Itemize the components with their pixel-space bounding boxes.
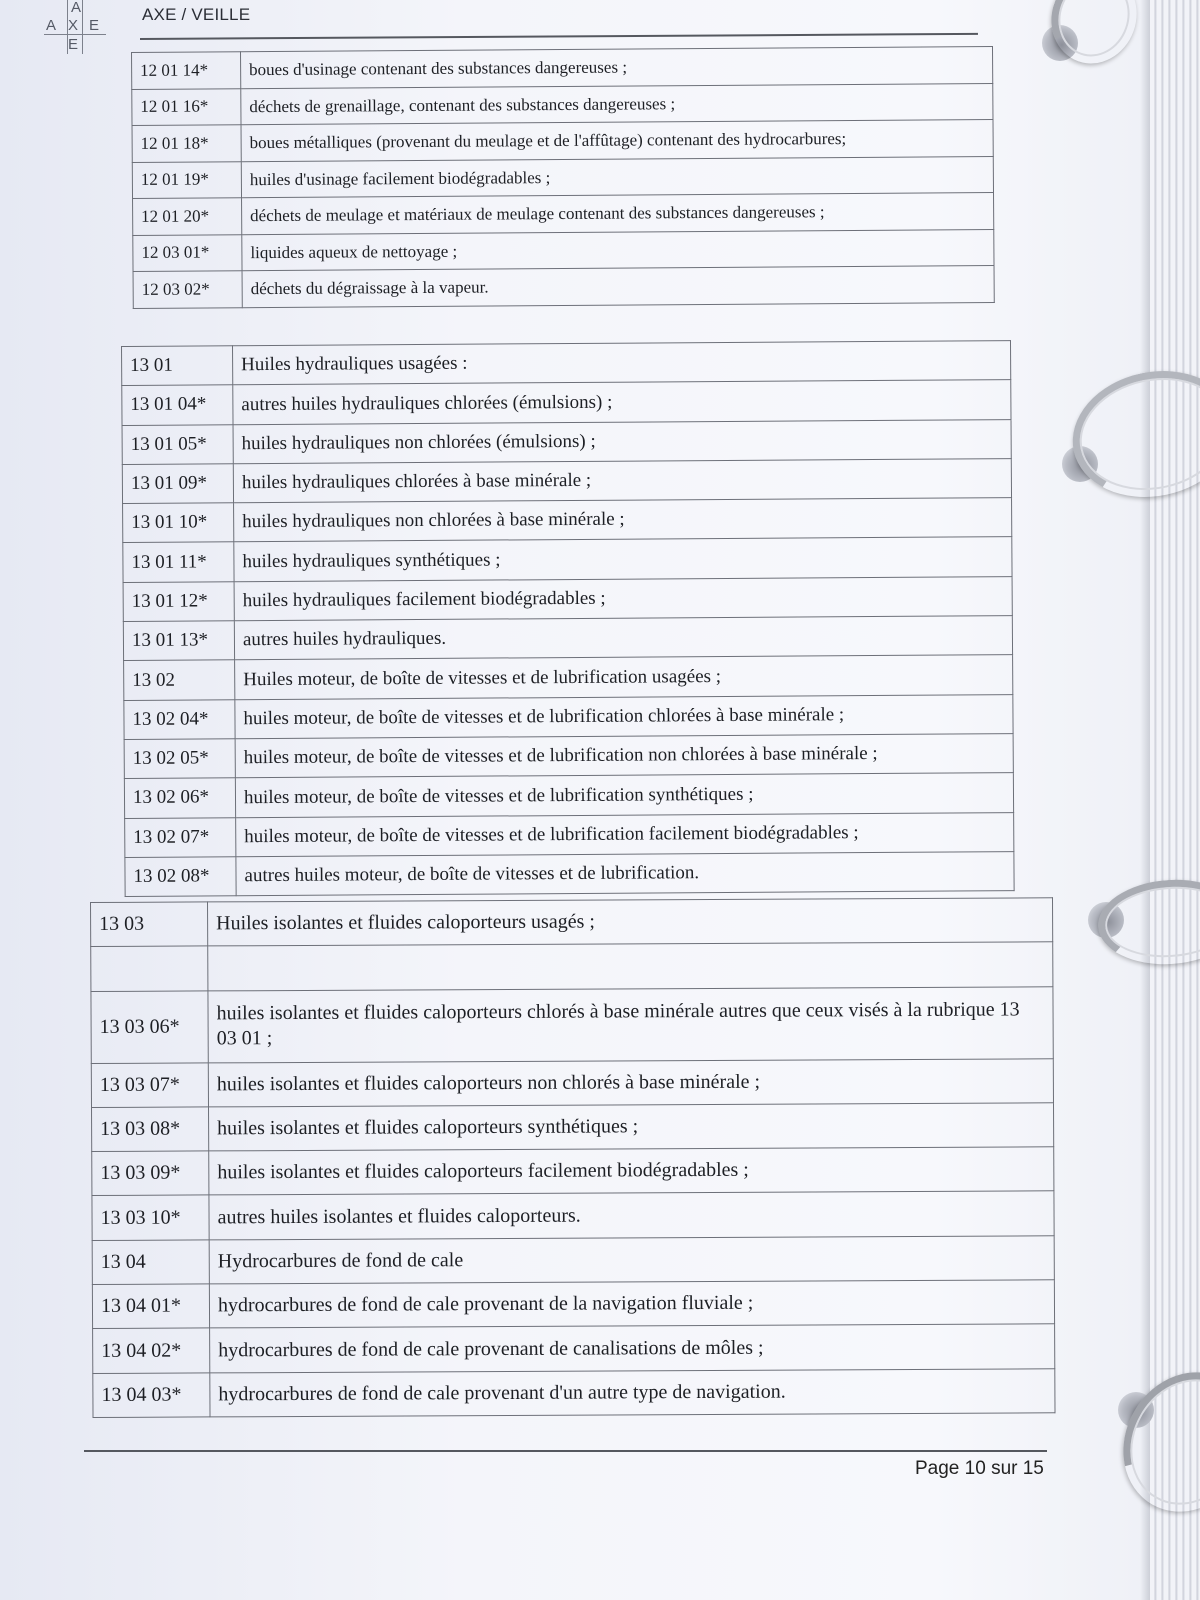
waste-description-cell: boues d'usinage contenant des substances dangereuses ; [241, 46, 993, 88]
table-row [93, 1368, 1055, 1417]
table-row [91, 898, 1053, 947]
page-number: Page 10 sur 15 [915, 1458, 1044, 1479]
table-row [132, 156, 993, 199]
table-row [123, 498, 1012, 543]
waste-code-cell: 13 01 11* [123, 542, 234, 582]
table-row [122, 458, 1011, 503]
table-row [123, 576, 1012, 621]
logo-letter-bottom: E [68, 36, 79, 53]
waste-code-cell: 12 01 14* [132, 52, 241, 89]
table-row [132, 83, 993, 126]
waste-code-cell: 13 04 [92, 1240, 209, 1285]
waste-code-cell: 13 01 04* [122, 385, 233, 425]
table-row [124, 773, 1013, 818]
waste-description-cell: huiles hydrauliques synthétiques ; [234, 537, 1012, 581]
waste-description-cell: huiles isolantes et fluides caloporteurs synthétiques ; [209, 1103, 1054, 1151]
waste-description-cell: huiles isolantes et fluides caloporteurs facilement biodégradables ; [209, 1147, 1054, 1195]
waste-code-cell: 12 01 18* [132, 125, 241, 162]
table-row [92, 1236, 1054, 1285]
waste-code-cell: 13 02 05* [124, 739, 235, 779]
waste-code-cell: 12 01 19* [132, 161, 241, 198]
waste-description-cell: hydrocarbures de fond de cale provenant d'un autre type de navigation. [210, 1368, 1055, 1416]
waste-code-cell: 13 03 09* [92, 1151, 209, 1196]
binder-page-stack [1150, 0, 1200, 1600]
waste-description-cell: liquides aqueux de nettoyage ; [242, 229, 994, 271]
table-row [124, 734, 1013, 779]
waste-description-cell: déchets de meulage et matériaux de meulage contenant des substances dangereuses ; [242, 192, 994, 234]
table-row [123, 537, 1012, 582]
table-row [133, 192, 994, 235]
logo-horizontal-line [44, 34, 106, 35]
waste-code-cell: 12 03 02* [133, 271, 242, 308]
header-title: AXE / VEILLE [142, 5, 251, 24]
waste-codes-table-13-01-02 [121, 340, 1015, 897]
table-row [92, 1103, 1054, 1152]
table-row [92, 1280, 1054, 1329]
waste-code-cell: 13 03 08* [92, 1107, 209, 1152]
waste-code-cell: 13 01 12* [123, 582, 234, 622]
waste-description-cell: huiles hydrauliques non chlorées (émulsions) ; [233, 419, 1011, 463]
table-row [93, 1324, 1055, 1373]
waste-description-cell: huiles d'usinage facilement biodégradables ; [241, 156, 993, 198]
waste-code-cell: 13 02 06* [124, 778, 235, 818]
table-row [125, 812, 1014, 857]
logo-letter-left: A [46, 17, 57, 34]
waste-description-cell: huiles moteur, de boîte de vitesses et de lubrification facilement biodégradables ; [236, 812, 1014, 856]
waste-code-cell: 13 03 [91, 902, 208, 947]
table-row [92, 1147, 1054, 1196]
waste-code-cell: 13 01 10* [123, 503, 234, 543]
waste-description-cell: autres huiles moteur, de boîte de vitesses et de lubrification. [236, 851, 1014, 895]
waste-description-cell: huiles hydrauliques non chlorées à base minérale ; [234, 498, 1012, 542]
waste-description-cell: huiles isolantes et fluides caloporteurs chlorés à base minérale autres que ceux visés à la rubrique 13 03 01 ; [208, 986, 1053, 1062]
waste-description-cell [208, 942, 1053, 990]
waste-description-cell: déchets de grenaillage, contenant des substances dangereuses ; [241, 83, 993, 125]
waste-code-cell: 12 01 20* [133, 198, 242, 235]
logo-letter-center: X [68, 17, 79, 34]
waste-code-cell [91, 946, 208, 991]
table-row [125, 851, 1014, 896]
waste-code-cell: 13 04 01* [92, 1284, 209, 1329]
waste-code-cell: 13 02 08* [125, 857, 236, 897]
waste-description-cell: autres huiles hydrauliques. [234, 616, 1012, 660]
waste-code-cell: 13 02 04* [124, 699, 235, 739]
table-row [133, 229, 994, 272]
waste-code-cell: 13 03 06* [91, 991, 208, 1064]
waste-description-cell: huiles hydrauliques chlorées à base minérale ; [233, 458, 1011, 502]
waste-description-cell: déchets du dégraissage à la vapeur. [242, 265, 994, 307]
waste-description-cell: huiles isolantes et fluides caloporteurs non chlorés à base minérale ; [208, 1058, 1053, 1106]
waste-description-cell: autres huiles hydrauliques chlorées (émulsions) ; [233, 380, 1011, 424]
waste-description-cell: Hydrocarbures de fond de cale [209, 1236, 1054, 1284]
logo-vertical-line-2 [82, 0, 83, 54]
waste-code-cell: 12 03 01* [133, 234, 242, 271]
waste-description-cell: huiles moteur, de boîte de vitesses et de lubrification synthétiques ; [235, 773, 1013, 817]
logo-letter-right: E [89, 17, 100, 34]
table-row [122, 341, 1011, 386]
table-row [122, 419, 1011, 464]
footer-rule [84, 1450, 1047, 1452]
waste-code-cell: 13 01 05* [122, 424, 233, 464]
waste-description-cell: huiles hydrauliques facilement biodégradables ; [234, 576, 1012, 620]
table-row [91, 942, 1053, 991]
waste-description-cell: huiles moteur, de boîte de vitesses et de lubrification non chlorées à base minérale ; [235, 734, 1013, 778]
waste-code-cell: 13 04 03* [93, 1373, 210, 1418]
table-row [132, 46, 993, 89]
waste-description-cell: hydrocarbures de fond de cale provenant de la navigation fluviale ; [209, 1280, 1054, 1328]
waste-code-cell: 13 03 10* [92, 1195, 209, 1240]
table-row [91, 986, 1053, 1063]
table-row [124, 694, 1013, 739]
table-row [133, 265, 994, 308]
waste-code-cell: 13 01 09* [122, 464, 233, 504]
waste-codes-table-12 [131, 46, 995, 309]
waste-description-cell: hydrocarbures de fond de cale provenant de canalisations de môles ; [210, 1324, 1055, 1372]
waste-description-cell: boues métalliques (provenant du meulage et de l'affûtage) contenant des hydrocarbures; [241, 119, 993, 161]
waste-code-cell: 13 03 07* [91, 1063, 208, 1108]
logo-letter-top: A [71, 0, 82, 16]
axe-logo [44, 0, 106, 54]
table-row [92, 1191, 1054, 1240]
waste-description-cell: Huiles isolantes et fluides caloporteurs usagés ; [208, 898, 1053, 946]
waste-code-cell: 13 02 [124, 660, 235, 700]
waste-description-cell: Huiles hydrauliques usagées : [233, 341, 1011, 385]
waste-codes-table-13-03-04 [90, 897, 1056, 1418]
table-row [91, 1058, 1053, 1107]
table-row [124, 655, 1013, 700]
waste-code-cell: 13 01 13* [123, 621, 234, 661]
logo-vertical-line [67, 0, 68, 54]
table-row [123, 616, 1012, 661]
waste-description-cell: autres huiles isolantes et fluides caloporteurs. [209, 1191, 1054, 1239]
waste-code-cell: 13 02 07* [125, 817, 236, 857]
waste-code-cell: 13 01 [122, 346, 233, 386]
table-row [122, 380, 1011, 425]
table-row [132, 119, 993, 162]
waste-code-cell: 12 01 16* [132, 88, 241, 125]
waste-description-cell: huiles moteur, de boîte de vitesses et de lubrification chlorées à base minérale ; [235, 694, 1013, 738]
waste-description-cell: Huiles moteur, de boîte de vitesses et de lubrification usagées ; [235, 655, 1013, 699]
waste-code-cell: 13 04 02* [93, 1328, 210, 1373]
